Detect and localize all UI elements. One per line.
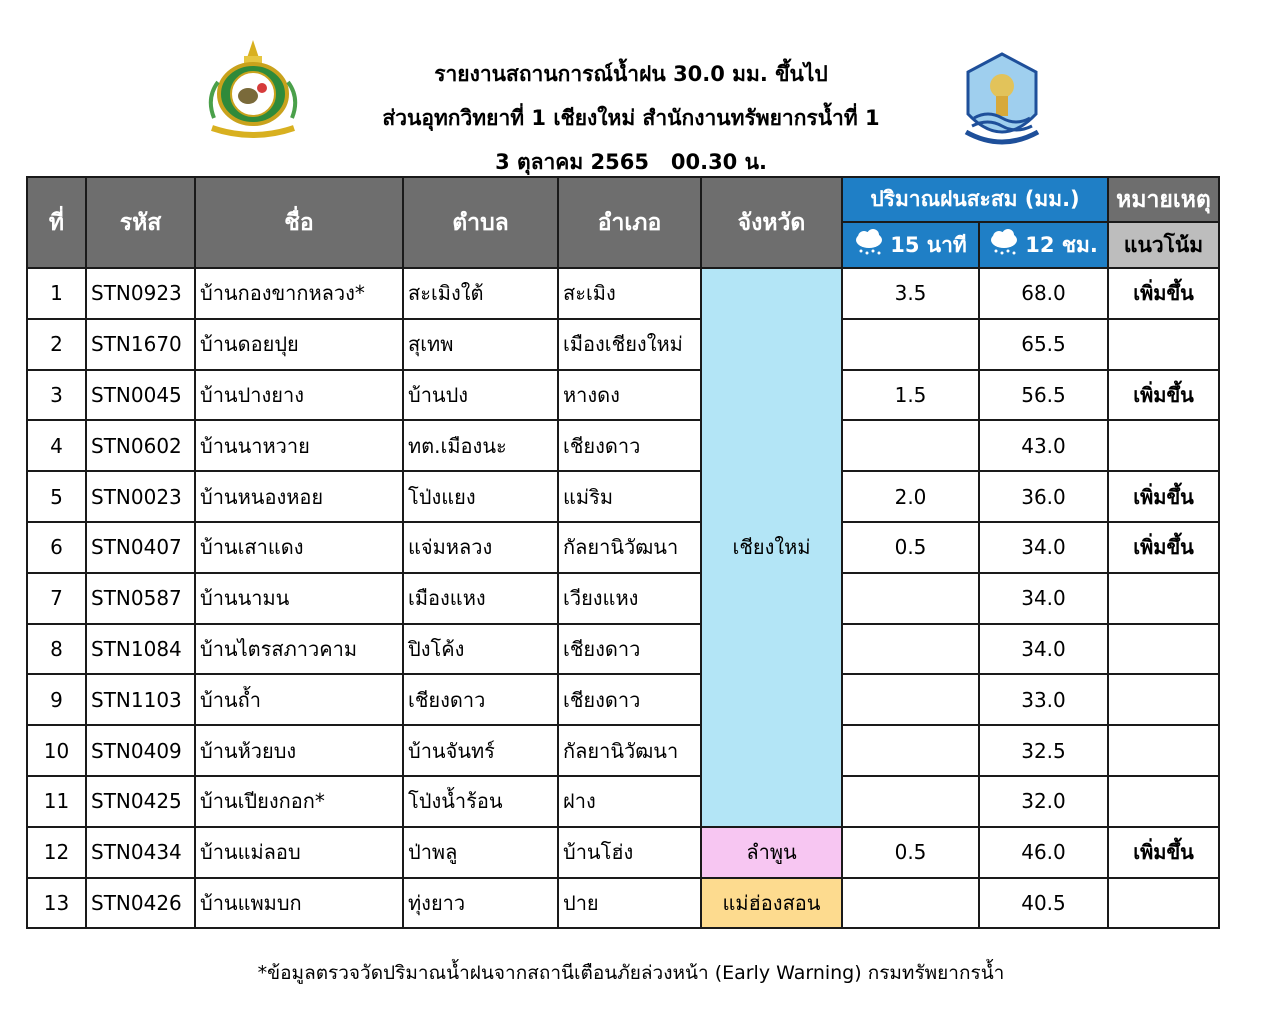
cell-name: บ้านกองขากหลวง* xyxy=(195,268,403,319)
cell-name: บ้านปางยาง xyxy=(195,370,403,421)
cell-trend: เพิ่มขึ้น xyxy=(1108,370,1219,421)
col-header-subdistrict: ตำบล xyxy=(403,177,558,268)
cell-no: 12 xyxy=(27,827,86,878)
cell-no: 8 xyxy=(27,624,86,675)
cell-district: เชียงดาว xyxy=(558,624,701,675)
cell-rain-15min xyxy=(842,319,979,370)
cell-no: 10 xyxy=(27,725,86,776)
cell-rain-12hr: 34.0 xyxy=(979,573,1108,624)
cell-rain-15min xyxy=(842,878,979,929)
cell-subdistrict: โป่งน้ำร้อน xyxy=(403,776,558,827)
title-line-2: ส่วนอุทกวิทยาที่ 1 เชียงใหม่ สำนักงานทรัพยากรน้ำที่ 1 xyxy=(382,106,880,130)
cell-no: 5 xyxy=(27,471,86,522)
cell-no: 2 xyxy=(27,319,86,370)
cell-trend xyxy=(1108,420,1219,471)
cell-no: 9 xyxy=(27,674,86,725)
cell-rain-12hr: 46.0 xyxy=(979,827,1108,878)
table-row xyxy=(27,674,1219,725)
table-row xyxy=(27,573,1219,624)
cell-code: STN0923 xyxy=(86,268,195,319)
table-row xyxy=(27,268,1219,319)
cell-rain-12hr: 33.0 xyxy=(979,674,1108,725)
cell-rain-12hr: 68.0 xyxy=(979,268,1108,319)
cell-district: สะเมิง xyxy=(558,268,701,319)
cell-trend: เพิ่มขึ้น xyxy=(1108,522,1219,573)
report-title xyxy=(0,52,1262,184)
cell-name: บ้านแพมบก xyxy=(195,878,403,929)
cell-no: 6 xyxy=(27,522,86,573)
cell-rain-12hr: 32.5 xyxy=(979,725,1108,776)
cell-name: บ้านแม่ลอบ xyxy=(195,827,403,878)
cell-name: บ้านไตรสภาวคาม xyxy=(195,624,403,675)
cell-trend xyxy=(1108,573,1219,624)
cell-rain-15min xyxy=(842,420,979,471)
cell-rain-12hr: 36.0 xyxy=(979,471,1108,522)
table-row xyxy=(27,471,1219,522)
cell-trend xyxy=(1108,624,1219,675)
cell-rain-15min: 0.5 xyxy=(842,827,979,878)
cell-subdistrict: โป่งแยง xyxy=(403,471,558,522)
cell-rain-12hr: 56.5 xyxy=(979,370,1108,421)
cell-code: STN0434 xyxy=(86,827,195,878)
col-header-trend: แนวโน้ม xyxy=(1108,222,1219,268)
table-row xyxy=(27,624,1219,675)
cell-subdistrict: ทุ่งยาว xyxy=(403,878,558,929)
cell-subdistrict: เชียงดาว xyxy=(403,674,558,725)
cell-no: 7 xyxy=(27,573,86,624)
cell-name: บ้านหนองหอย xyxy=(195,471,403,522)
cell-trend: เพิ่มขึ้น xyxy=(1108,268,1219,319)
cell-name: บ้านนามน xyxy=(195,573,403,624)
cell-name: บ้านเสาแดง xyxy=(195,522,403,573)
cell-province-chiangmai: เชียงใหม่ xyxy=(701,268,842,827)
cell-code: STN0426 xyxy=(86,878,195,929)
cell-district: กัลยานิวัฒนา xyxy=(558,725,701,776)
cell-province-maehongson: แม่ฮ่องสอน xyxy=(701,878,842,929)
cell-trend xyxy=(1108,776,1219,827)
cell-no: 3 xyxy=(27,370,86,421)
cell-rain-12hr: 65.5 xyxy=(979,319,1108,370)
cell-rain-15min xyxy=(842,573,979,624)
cell-rain-15min xyxy=(842,725,979,776)
cell-no: 1 xyxy=(27,268,86,319)
col-header-remark: หมายเหตุ xyxy=(1108,177,1219,222)
cell-rain-12hr: 34.0 xyxy=(979,624,1108,675)
cell-rain-12hr: 32.0 xyxy=(979,776,1108,827)
title-line-3: 3 ตุลาคม 2565 00.30 น. xyxy=(495,150,767,174)
cell-rain-15min xyxy=(842,624,979,675)
col-header-district: อำเภอ xyxy=(558,177,701,268)
cell-trend xyxy=(1108,319,1219,370)
cell-trend: เพิ่มขึ้น xyxy=(1108,827,1219,878)
table-row xyxy=(27,827,1219,878)
cell-name: บ้านถ้ำ xyxy=(195,674,403,725)
cell-subdistrict: บ้านปง xyxy=(403,370,558,421)
cell-trend: เพิ่มขึ้น xyxy=(1108,471,1219,522)
col-header-rain-12hr: 12 ชม. xyxy=(979,222,1108,268)
cell-district: ฝาง xyxy=(558,776,701,827)
cell-subdistrict: บ้านจันทร์ xyxy=(403,725,558,776)
cell-no: 13 xyxy=(27,878,86,929)
cell-district: เชียงดาว xyxy=(558,420,701,471)
cell-district: บ้านโฮ่ง xyxy=(558,827,701,878)
cell-code: STN0587 xyxy=(86,573,195,624)
col-header-rain-15min: 15 นาที xyxy=(842,222,979,268)
cell-code: STN0023 xyxy=(86,471,195,522)
col-header-province: จังหวัด xyxy=(701,177,842,268)
cell-code: STN0425 xyxy=(86,776,195,827)
cell-code: STN0409 xyxy=(86,725,195,776)
cell-code: STN0602 xyxy=(86,420,195,471)
cell-trend xyxy=(1108,725,1219,776)
cell-district: หางดง xyxy=(558,370,701,421)
cell-rain-15min: 0.5 xyxy=(842,522,979,573)
col-header-no: ที่ xyxy=(27,177,86,268)
col-header-name: ชื่อ xyxy=(195,177,403,268)
cell-subdistrict: ป่าพลู xyxy=(403,827,558,878)
cell-name: บ้านเปียงกอก* xyxy=(195,776,403,827)
rainfall-table xyxy=(26,176,1220,929)
cell-subdistrict: ทต.เมืองนะ xyxy=(403,420,558,471)
cell-district: เวียงแหง xyxy=(558,573,701,624)
cell-name: บ้านนาหวาย xyxy=(195,420,403,471)
cell-code: STN1103 xyxy=(86,674,195,725)
cell-rain-15min: 1.5 xyxy=(842,370,979,421)
cell-subdistrict: เมืองแหง xyxy=(403,573,558,624)
cell-subdistrict: ปิงโค้ง xyxy=(403,624,558,675)
table-row xyxy=(27,725,1219,776)
cell-district: เชียงดาว xyxy=(558,674,701,725)
cell-district: แม่ริม xyxy=(558,471,701,522)
table-row xyxy=(27,319,1219,370)
cell-code: STN0045 xyxy=(86,370,195,421)
cell-district: กัลยานิวัฒนา xyxy=(558,522,701,573)
cell-district: ปาย xyxy=(558,878,701,929)
cell-subdistrict: สะเมิงใต้ xyxy=(403,268,558,319)
cell-subdistrict: แจ่มหลวง xyxy=(403,522,558,573)
cell-code: STN1084 xyxy=(86,624,195,675)
cell-rain-15min: 2.0 xyxy=(842,471,979,522)
cell-rain-15min xyxy=(842,776,979,827)
cell-rain-12hr: 40.5 xyxy=(979,878,1108,929)
cell-rain-15min xyxy=(842,674,979,725)
cell-subdistrict: สุเทพ xyxy=(403,319,558,370)
table-row xyxy=(27,522,1219,573)
cell-province-lamphun: ลำพูน xyxy=(701,827,842,878)
col-header-code: รหัส xyxy=(86,177,195,268)
rain-cloud-icon xyxy=(989,229,1019,262)
cell-no: 4 xyxy=(27,420,86,471)
table-row xyxy=(27,776,1219,827)
table-row xyxy=(27,420,1219,471)
cell-code: STN0407 xyxy=(86,522,195,573)
cell-name: บ้านดอยปุย xyxy=(195,319,403,370)
cell-rain-15min: 3.5 xyxy=(842,268,979,319)
cell-trend xyxy=(1108,674,1219,725)
cell-name: บ้านห้วยบง xyxy=(195,725,403,776)
cell-trend xyxy=(1108,878,1219,929)
cell-no: 11 xyxy=(27,776,86,827)
cell-rain-12hr: 43.0 xyxy=(979,420,1108,471)
cell-rain-12hr: 34.0 xyxy=(979,522,1108,573)
col-header-rain-group: ปริมาณฝนสะสม (มม.) xyxy=(842,177,1108,222)
rain-cloud-icon xyxy=(854,229,884,262)
cell-district: เมืองเชียงใหม่ xyxy=(558,319,701,370)
cell-code: STN1670 xyxy=(86,319,195,370)
title-line-1: รายงานสถานการณ์น้ำฝน 30.0 มม. ขึ้นไป xyxy=(434,62,828,86)
footnote: *ข้อมูลตรวจวัดปริมาณน้ำฝนจากสถานีเตือนภัยล่วงหน้า (Early Warning) กรมทรัพยากรน้ำ xyxy=(257,962,1005,984)
table-row xyxy=(27,370,1219,421)
table-row xyxy=(27,878,1219,929)
